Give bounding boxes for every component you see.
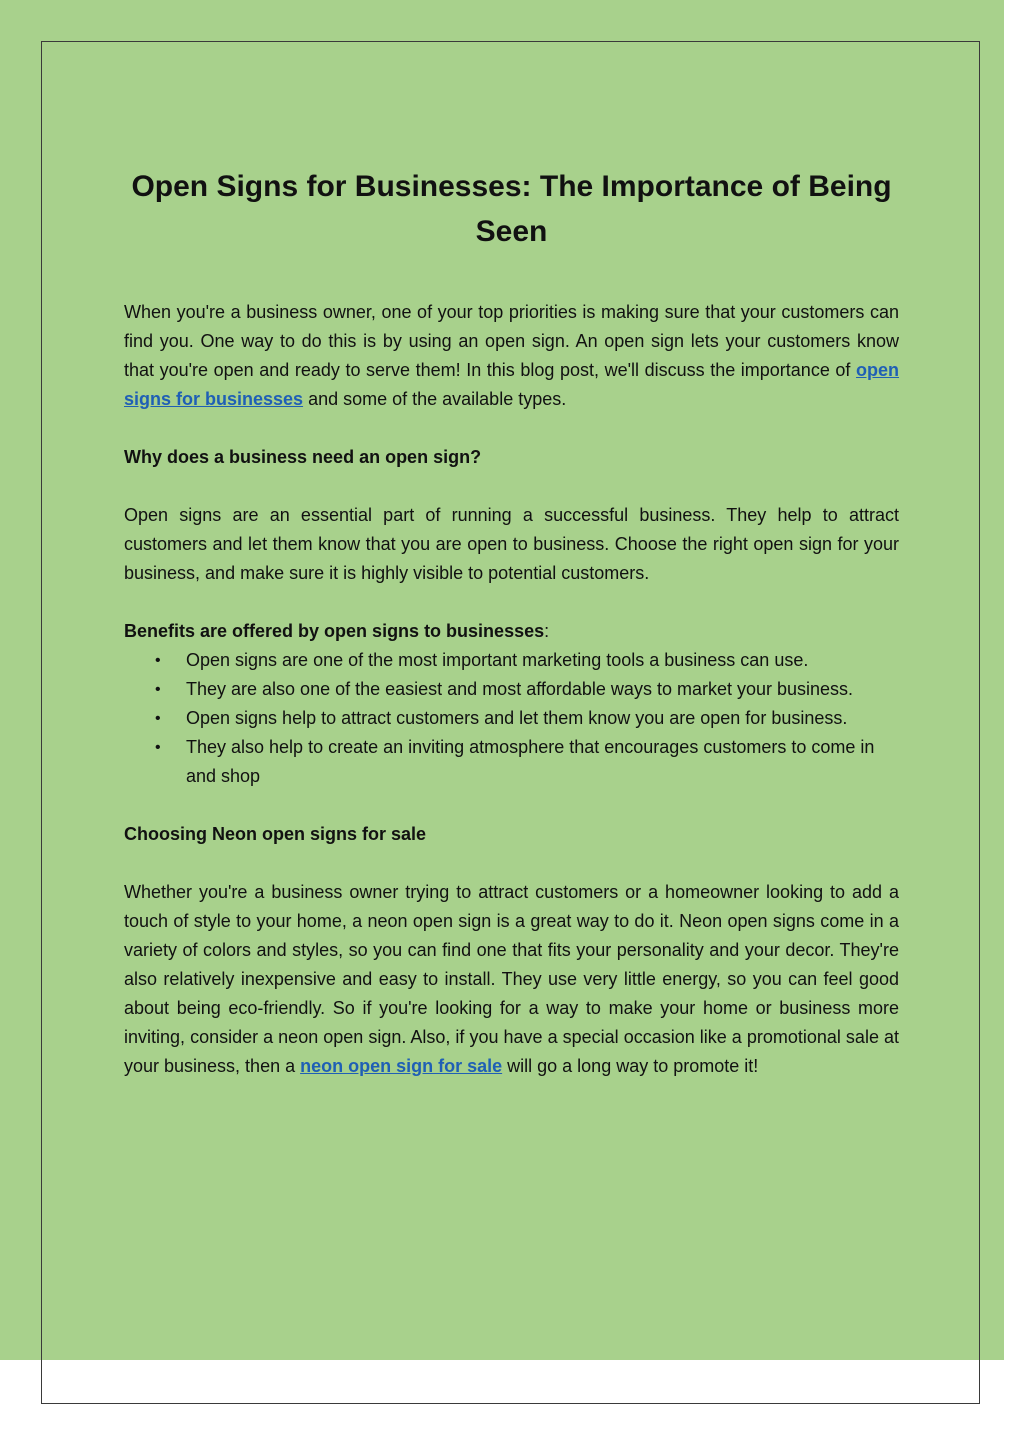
bullet-icon: • [155,739,161,756]
bullet-icon: • [155,681,161,698]
benefits-heading-colon: : [544,621,550,641]
neon-text-after-link: will go a long way to promote it! [502,1056,759,1076]
page-title: Open Signs for Businesses: The Importance of Being Seen [131,170,892,248]
benefits-heading-text: Benefits are offered by open signs to businesses [124,621,545,641]
benefits-list [124,646,899,791]
list-item [124,646,899,675]
spacer [124,414,899,443]
list-item-text: They also help to create an inviting atmosphere that encourages customers to come in and shop [186,737,875,786]
list-item-text: Open signs help to attract customers and let them know you are open for business. [186,708,848,728]
spacer [124,791,899,820]
intro-paragraph [124,298,899,414]
section-paragraph-neon [124,878,899,1081]
list-item-text: Open signs are one of the most important marketing tools a business can use. [186,650,809,670]
spacer [124,849,899,878]
open-signs-for-businesses-link[interactable]: open signs for businesses [124,360,899,409]
intro-text-before-link: When you're a business owner, one of your top priorities is making sure that your customers can find you. One way to do this is by using an open sign. An open sign lets your customers know that you're open and ready to serve them! In this blog post, we'll discuss the importance of [124,302,899,380]
section-heading-why: Why does a business need an open sign? [124,447,482,467]
neon-text-before-link: Whether you're a business owner trying to attract customers or a homeowner looking to add a touch of style to your home, a neon open sign is a great way to do it. Neon open signs come in a variety of colors and styles, so you can find one that fits your personality and your decor. They're also relatively inexpensive and easy to install. They use very little energy, so you can feel good about being eco-friendly. So if you're looking for a way to make your home or business more inviting, consider a neon open sign. Also, if you have a special occasion like a promotional sale at your business, then a [124,882,899,1076]
list-item [124,733,899,791]
bullet-icon: • [155,710,161,727]
list-item [124,704,899,733]
neon-open-sign-for-sale-link[interactable]: neon open sign for sale [300,1056,503,1076]
spacer [124,472,899,501]
document-body [124,164,899,1081]
section-heading-benefits [124,617,899,646]
intro-text-after-link: and some of the available types. [303,389,567,409]
list-item [124,675,899,704]
section-heading-neon: Choosing Neon open signs for sale [124,824,427,844]
bullet-icon: • [155,652,161,669]
spacer [124,588,899,617]
section-paragraph-why: Open signs are an essential part of running a successful business. They help to attract customers and let them know that you are open to business. Choose the right open sign for your business, and make sure it is highly visible to potential customers. [124,505,899,583]
list-item-text: They are also one of the easiest and most affordable ways to market your business. [186,679,854,699]
